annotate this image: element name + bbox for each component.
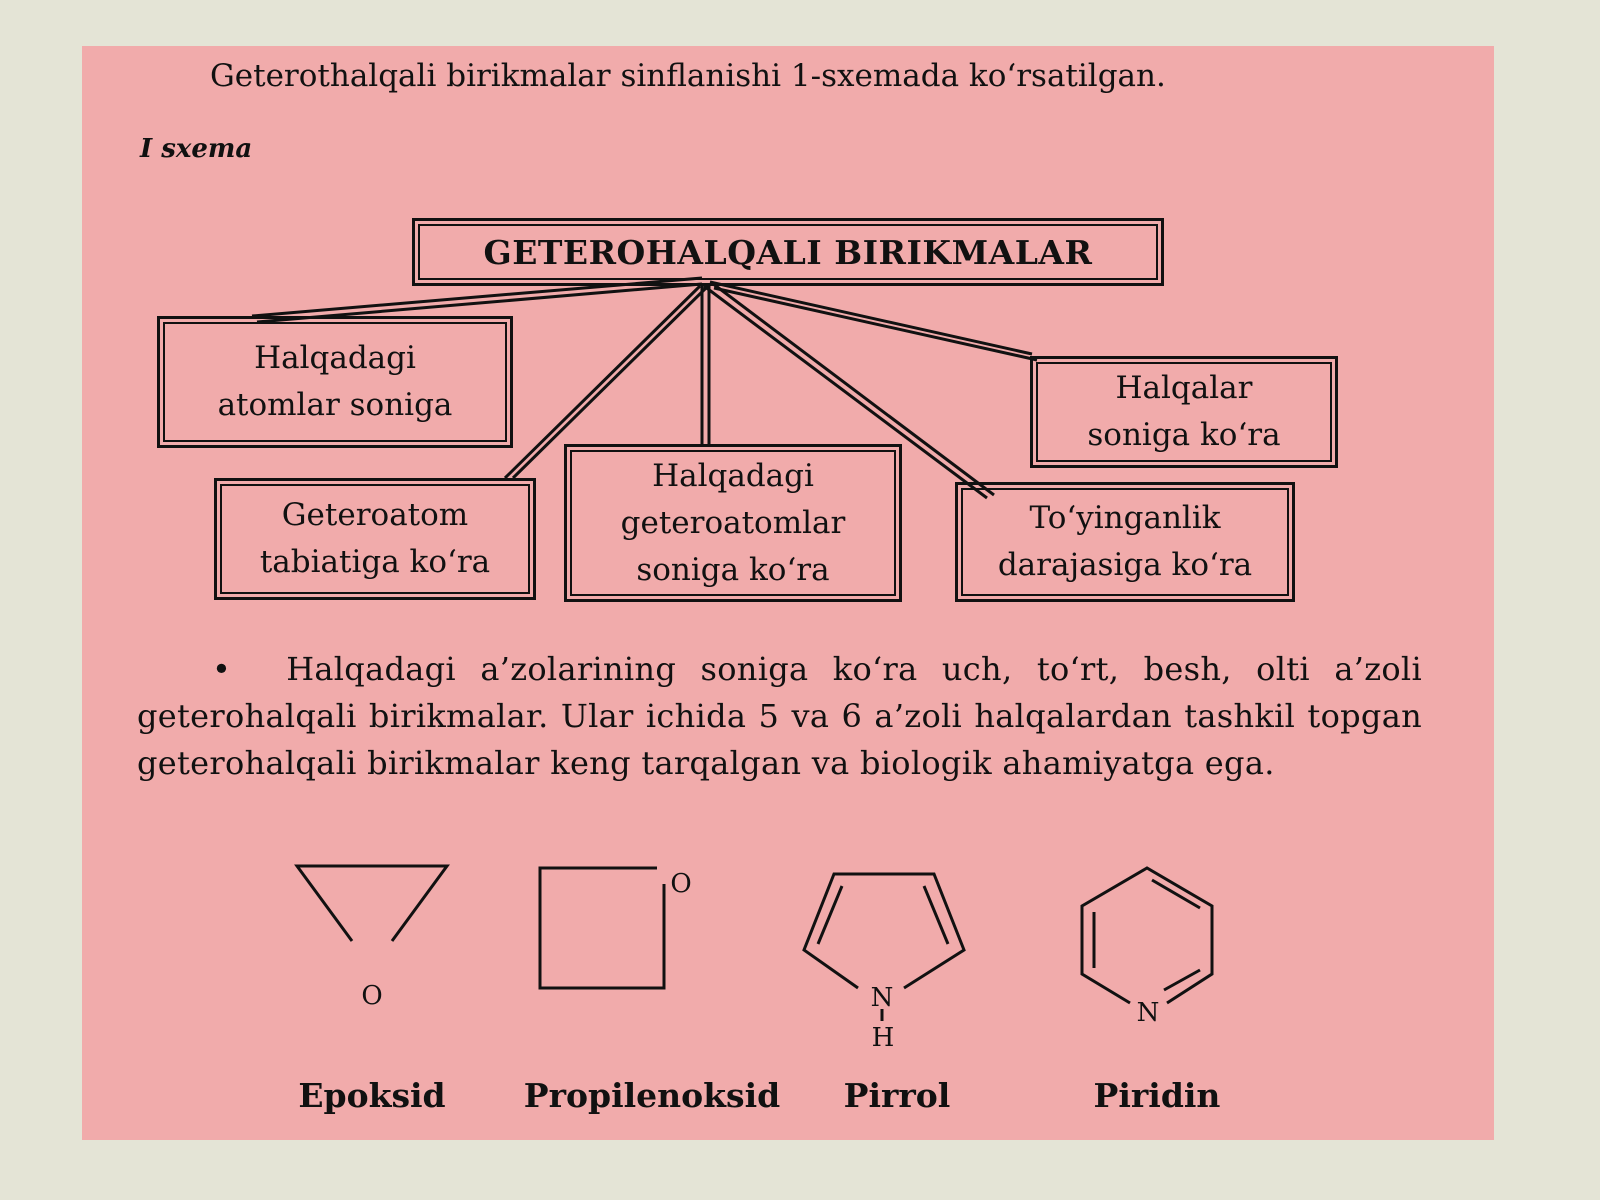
node-line: darajasiga koʻra <box>997 547 1253 583</box>
molecule-name-pyrrole: Pirrol <box>843 1076 951 1115</box>
molecule-structures <box>82 46 1494 1140</box>
pyridine-structure <box>1082 868 1212 1003</box>
propylene-oxide-structure <box>540 868 664 988</box>
node-line: Toʻyinganlik <box>1029 500 1221 536</box>
node-line: geteroatomlar <box>620 504 846 541</box>
bullet-marker: • <box>212 650 232 688</box>
node-line: soniga koʻra <box>1087 417 1281 453</box>
node-line: soniga koʻra <box>636 551 830 588</box>
molecule-name-epoxide: Epoksid <box>298 1076 446 1115</box>
node-line: tabiatiga koʻra <box>259 544 491 580</box>
propylene-oxide-oxygen-label: O <box>670 869 692 899</box>
node-line: Halqadagi <box>254 340 416 376</box>
pyridine-nitrogen-label: N <box>1136 998 1160 1028</box>
node-line: Halqalar <box>1115 370 1253 406</box>
slide <box>82 46 1494 1140</box>
node-line: Halqadagi <box>652 457 814 494</box>
paragraph-text: Halqadagi a’zolarining soniga koʻra uch, toʻrt, besh, olti a’zoli geterohalqali birikmalar. Ular ichida 5 va 6 a’zoli halqalardan tashkil topgan geterohalqali birikmalar keng tarqalgan va biologik ahamiyatga ega. <box>137 650 1422 782</box>
epoxide-structure <box>297 866 447 941</box>
node-line: atomlar soniga <box>217 387 453 423</box>
diagram-root-label: GETEROHALQALI BIRIKMALAR <box>483 232 1093 272</box>
page-heading: Geterothalqali birikmalar sinflanishi 1-sxemada koʻrsatilgan. <box>210 58 1166 94</box>
epoxide-oxygen-label: O <box>361 981 383 1011</box>
pyrrole-hydrogen-label: H <box>871 1023 895 1053</box>
pyrrole-nitrogen-label: N <box>870 983 894 1013</box>
node-line: Geteroatom <box>281 497 469 533</box>
scheme-label: I sxema <box>140 134 253 164</box>
molecule-name-pyridine: Piridin <box>1093 1076 1221 1115</box>
molecule-name-propylene-oxide: Propilenoksid <box>523 1076 781 1115</box>
